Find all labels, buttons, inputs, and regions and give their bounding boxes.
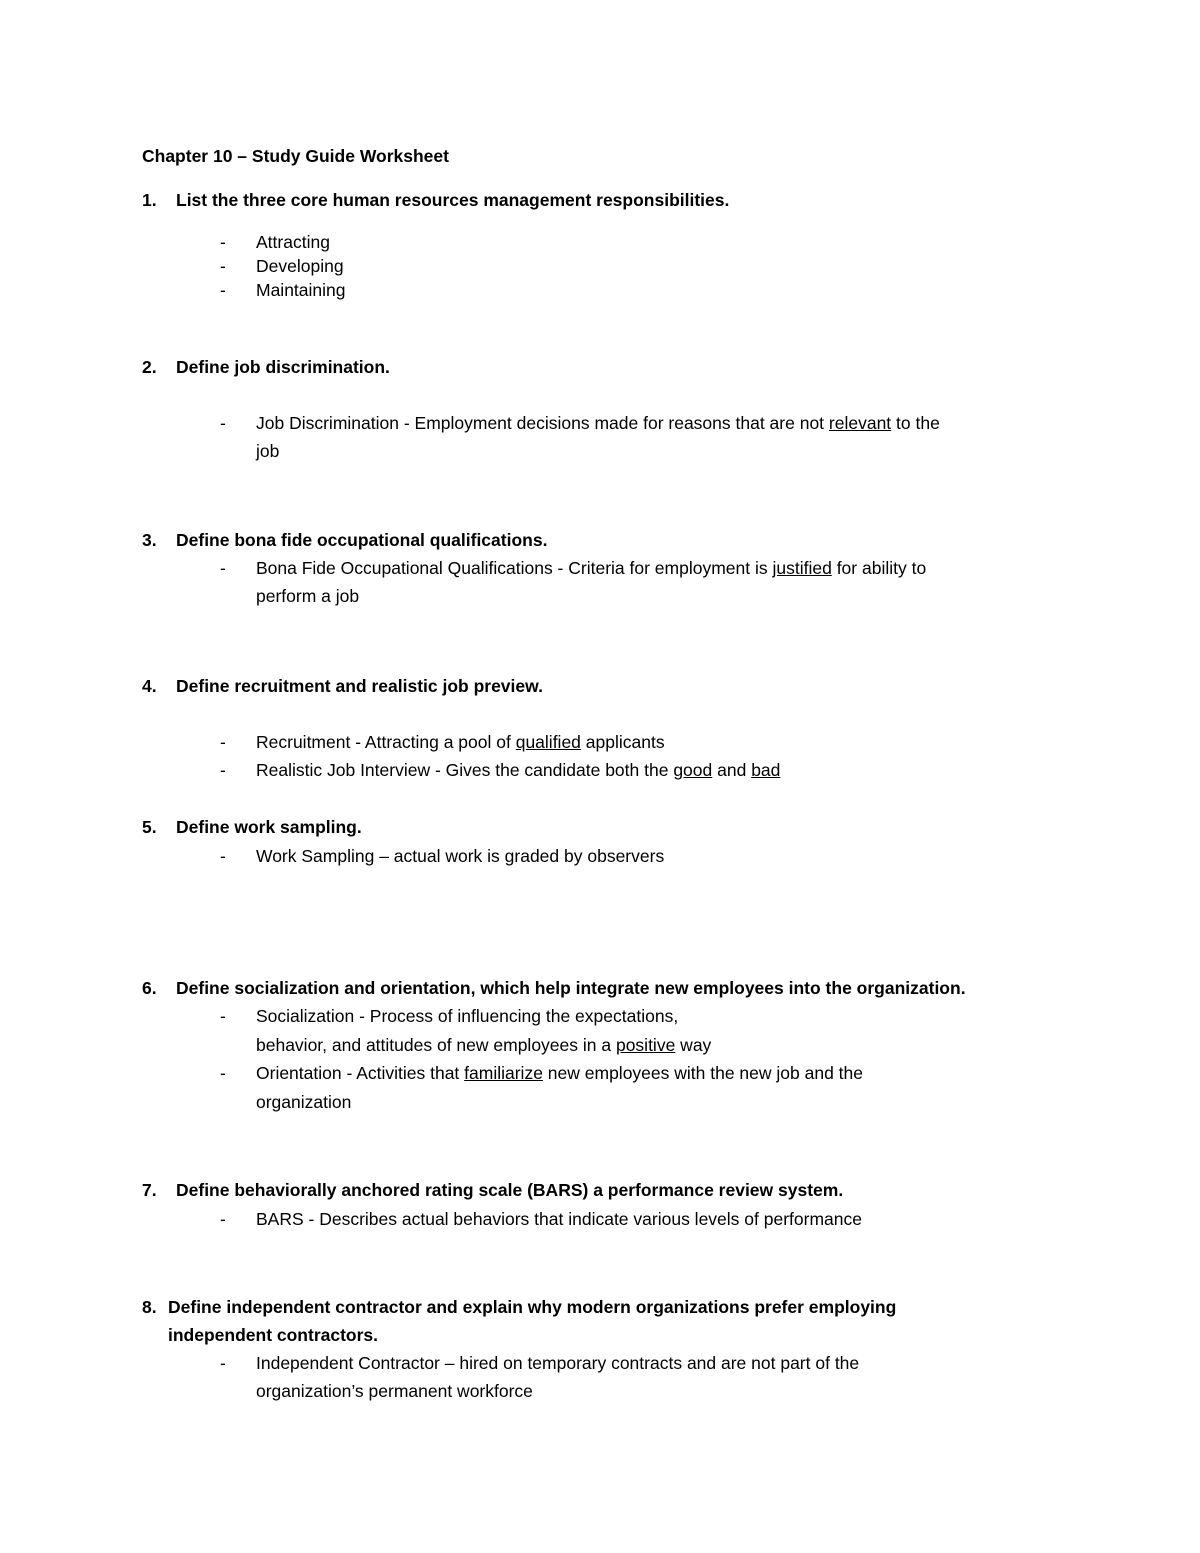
underlined-keyword: positive <box>615 1035 676 1055</box>
list-dash: - <box>220 846 226 866</box>
question-number: 4. <box>142 676 157 696</box>
answer-text: Bona Fide Occupational Qualifications - Criteria for employment is <box>256 558 773 578</box>
list-dash: - <box>220 256 226 276</box>
question-number: 5. <box>142 817 157 837</box>
answer-text: behavior, and attitudes of new employees in a <box>256 1035 616 1055</box>
question-text: Define bona fide occupational qualifications. <box>176 530 548 550</box>
list-item: Maintaining <box>256 280 346 300</box>
question-text: Define socialization and orientation, which help integrate new employees into the organization. <box>176 978 966 998</box>
answer-line: BARS - Describes actual behaviors that indicate various levels of performance <box>256 1209 862 1229</box>
answer-line <box>256 760 780 781</box>
question-text: Define job discrimination. <box>176 357 390 377</box>
answer-line <box>256 732 665 753</box>
answer-continuation: perform a job <box>256 586 360 606</box>
answer-continuation: organization <box>256 1092 352 1112</box>
answer-line: Independent Contractor – hired on temporary contracts and are not part of the <box>256 1353 860 1373</box>
question-number: 7. <box>142 1180 157 1200</box>
question-number: 1. <box>142 190 157 210</box>
question-text-continuation: independent contractors. <box>168 1325 379 1345</box>
underlined-keyword: familiarize <box>464 1063 543 1083</box>
question-number: 3. <box>142 530 157 550</box>
underlined-keyword: good <box>673 760 713 780</box>
answer-text: way <box>675 1035 712 1055</box>
list-dash: - <box>220 1353 226 1373</box>
answer-text: new employees with the new job and the <box>542 1063 863 1083</box>
answer-text: to the <box>891 413 940 433</box>
answer-line <box>256 1063 863 1084</box>
answer-continuation: job <box>256 441 280 461</box>
list-dash: - <box>220 1006 226 1026</box>
answer-text: and <box>712 760 752 780</box>
list-dash: - <box>220 232 226 252</box>
answer-continuation: organization’s permanent workforce <box>256 1381 533 1401</box>
answer-text: Realistic Job Interview - Gives the candidate both the <box>256 760 674 780</box>
question-number: 8. <box>142 1297 157 1317</box>
answer-line <box>256 1035 711 1056</box>
list-item: Developing <box>256 256 344 276</box>
question-text: Define independent contractor and explain why modern organizations prefer employing <box>168 1297 897 1317</box>
answer-text: for ability to <box>831 558 927 578</box>
question-text: Define behaviorally anchored rating scale (BARS) a performance review system. <box>176 1180 844 1200</box>
answer-line: Work Sampling – actual work is graded by observers <box>256 846 665 866</box>
list-dash: - <box>220 760 226 780</box>
underlined-keyword: bad <box>751 760 781 780</box>
question-text: List the three core human resources management responsibilities. <box>176 190 730 210</box>
list-dash: - <box>220 1063 226 1083</box>
underlined-keyword: justified <box>772 558 832 578</box>
question-text: Define recruitment and realistic job preview. <box>176 676 543 696</box>
list-dash: - <box>220 413 226 433</box>
question-number: 6. <box>142 978 157 998</box>
answer-text: applicants <box>580 732 665 752</box>
answer-text: Orientation - Activities that <box>256 1063 465 1083</box>
answer-text: Job Discrimination - Employment decisions made for reasons that are not <box>256 413 829 433</box>
question-text: Define work sampling. <box>176 817 362 837</box>
answer-line <box>256 558 926 579</box>
list-dash: - <box>220 732 226 752</box>
answer-line <box>256 413 940 434</box>
document-title: Chapter 10 – Study Guide Worksheet <box>142 146 449 166</box>
underlined-keyword: relevant <box>828 413 892 433</box>
question-number: 2. <box>142 357 157 377</box>
list-dash: - <box>220 1209 226 1229</box>
list-item: Attracting <box>256 232 330 252</box>
answer-line: Socialization - Process of influencing the expectations, <box>256 1006 679 1026</box>
list-dash: - <box>220 558 226 578</box>
answer-text: Recruitment - Attracting a pool of <box>256 732 516 752</box>
underlined-keyword: qualified <box>515 732 581 752</box>
list-dash: - <box>220 280 226 300</box>
